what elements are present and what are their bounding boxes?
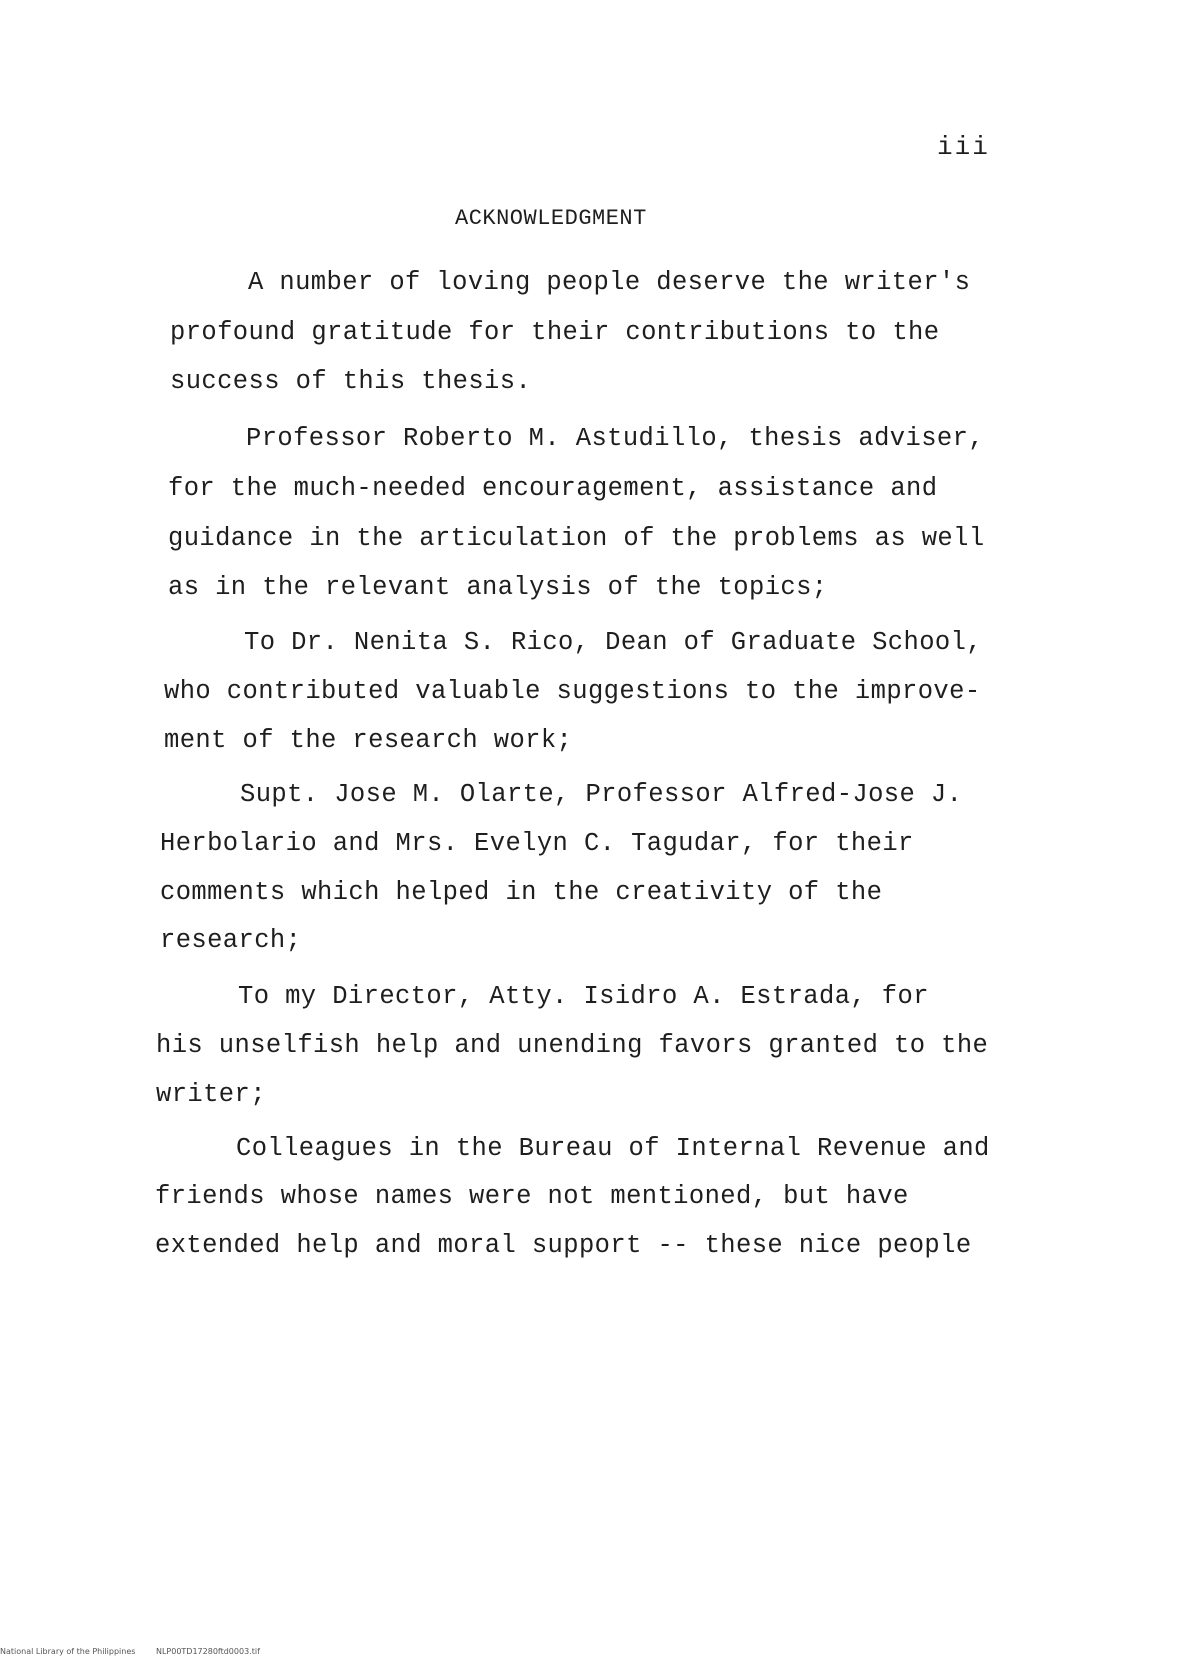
text-line: ment of the research work; xyxy=(164,726,573,755)
text-line: Professor Roberto M. Astudillo, thesis adviser, xyxy=(246,424,985,453)
text-line: To Dr. Nenita S. Rico, Dean of Graduate School, xyxy=(244,628,983,657)
text-line: for the much-needed encouragement, assistance and xyxy=(168,474,938,503)
page-title: ACKNOWLEDGMENT xyxy=(455,206,647,231)
text-line: as in the relevant analysis of the topics; xyxy=(168,573,828,602)
library-credit: National Library of the Philippines xyxy=(0,1647,136,1656)
text-line: success of this thesis. xyxy=(170,367,532,396)
text-line: profound gratitude for their contributions to the xyxy=(170,318,940,347)
scan-footer xyxy=(0,1647,260,1656)
text-line: friends whose names were not mentioned, but have xyxy=(155,1182,909,1211)
page-number: iii xyxy=(937,132,990,162)
text-line: comments which helped in the creativity of the xyxy=(160,878,883,907)
text-line: To my Director, Atty. Isidro A. Estrada, for xyxy=(238,982,929,1011)
text-line: extended help and moral support -- these nice people xyxy=(155,1231,972,1260)
text-line: Colleagues in the Bureau of Internal Revenue and xyxy=(236,1134,990,1163)
text-line: A number of loving people deserve the writer's xyxy=(248,268,971,297)
text-line: Herbolario and Mrs. Evelyn C. Tagudar, for their xyxy=(160,829,914,858)
text-line: writer; xyxy=(156,1080,266,1109)
text-line: research; xyxy=(160,926,302,955)
text-line: Supt. Jose M. Olarte, Professor Alfred-Jose J. xyxy=(240,780,963,809)
text-line: his unselfish help and unending favors granted to the xyxy=(156,1031,989,1060)
file-name: NLP00TD17280ftd0003.tif xyxy=(155,1647,260,1656)
text-line: who contributed valuable suggestions to the improve- xyxy=(164,677,981,706)
text-line: guidance in the articulation of the problems as well xyxy=(168,524,985,553)
